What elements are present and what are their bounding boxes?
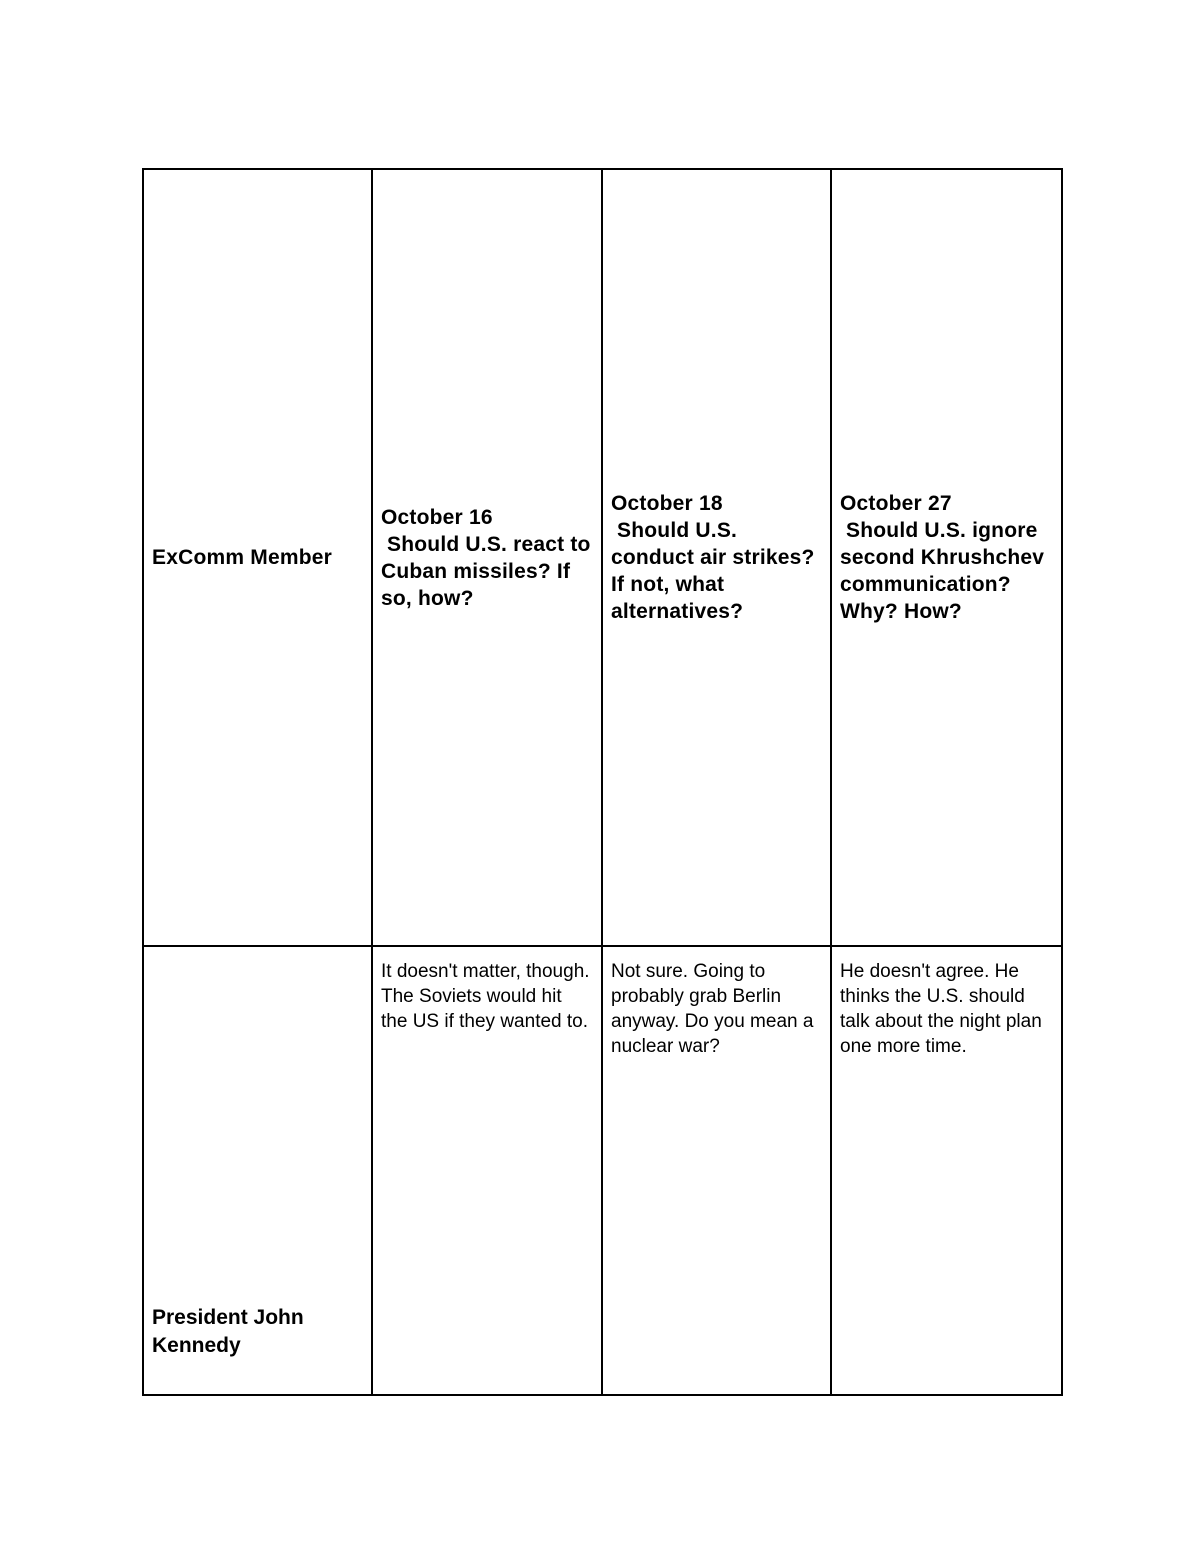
member-name: President John Kennedy bbox=[152, 1306, 304, 1357]
table-row bbox=[143, 946, 1062, 1395]
answer-text: Not sure. Going to probably grab Berlin anyway. Do you mean a nuclear war? bbox=[611, 961, 814, 1057]
answer-text: It doesn't matter, though. The Soviets would hit the US if they wanted to. bbox=[381, 961, 590, 1032]
header-row bbox=[143, 169, 1062, 946]
question-column-header bbox=[831, 169, 1062, 946]
question-date: October 16 bbox=[381, 505, 493, 529]
answer-cell[interactable] bbox=[602, 946, 831, 1395]
question-text: Should U.S. conduct air strikes? If not, what alternatives? bbox=[611, 519, 821, 623]
question-text: Should U.S. ignore second Khrushchev communication? Why? How? bbox=[840, 519, 1051, 623]
member-column-header bbox=[143, 169, 372, 946]
question-date: October 18 bbox=[611, 492, 723, 515]
question-column-header bbox=[372, 169, 602, 946]
question-date: October 27 bbox=[840, 492, 952, 515]
question-column-header bbox=[602, 169, 831, 946]
question-text: Should U.S. react to Cuban missiles? If so, how? bbox=[381, 532, 597, 610]
member-column-label: ExComm Member bbox=[152, 546, 332, 569]
answer-cell[interactable] bbox=[372, 946, 602, 1395]
member-name-cell bbox=[143, 946, 372, 1395]
answer-cell[interactable] bbox=[831, 946, 1062, 1395]
answer-text: He doesn't agree. He thinks the U.S. should talk about the night plan one more time. bbox=[840, 961, 1042, 1057]
excomm-worksheet-table bbox=[142, 168, 1063, 1396]
